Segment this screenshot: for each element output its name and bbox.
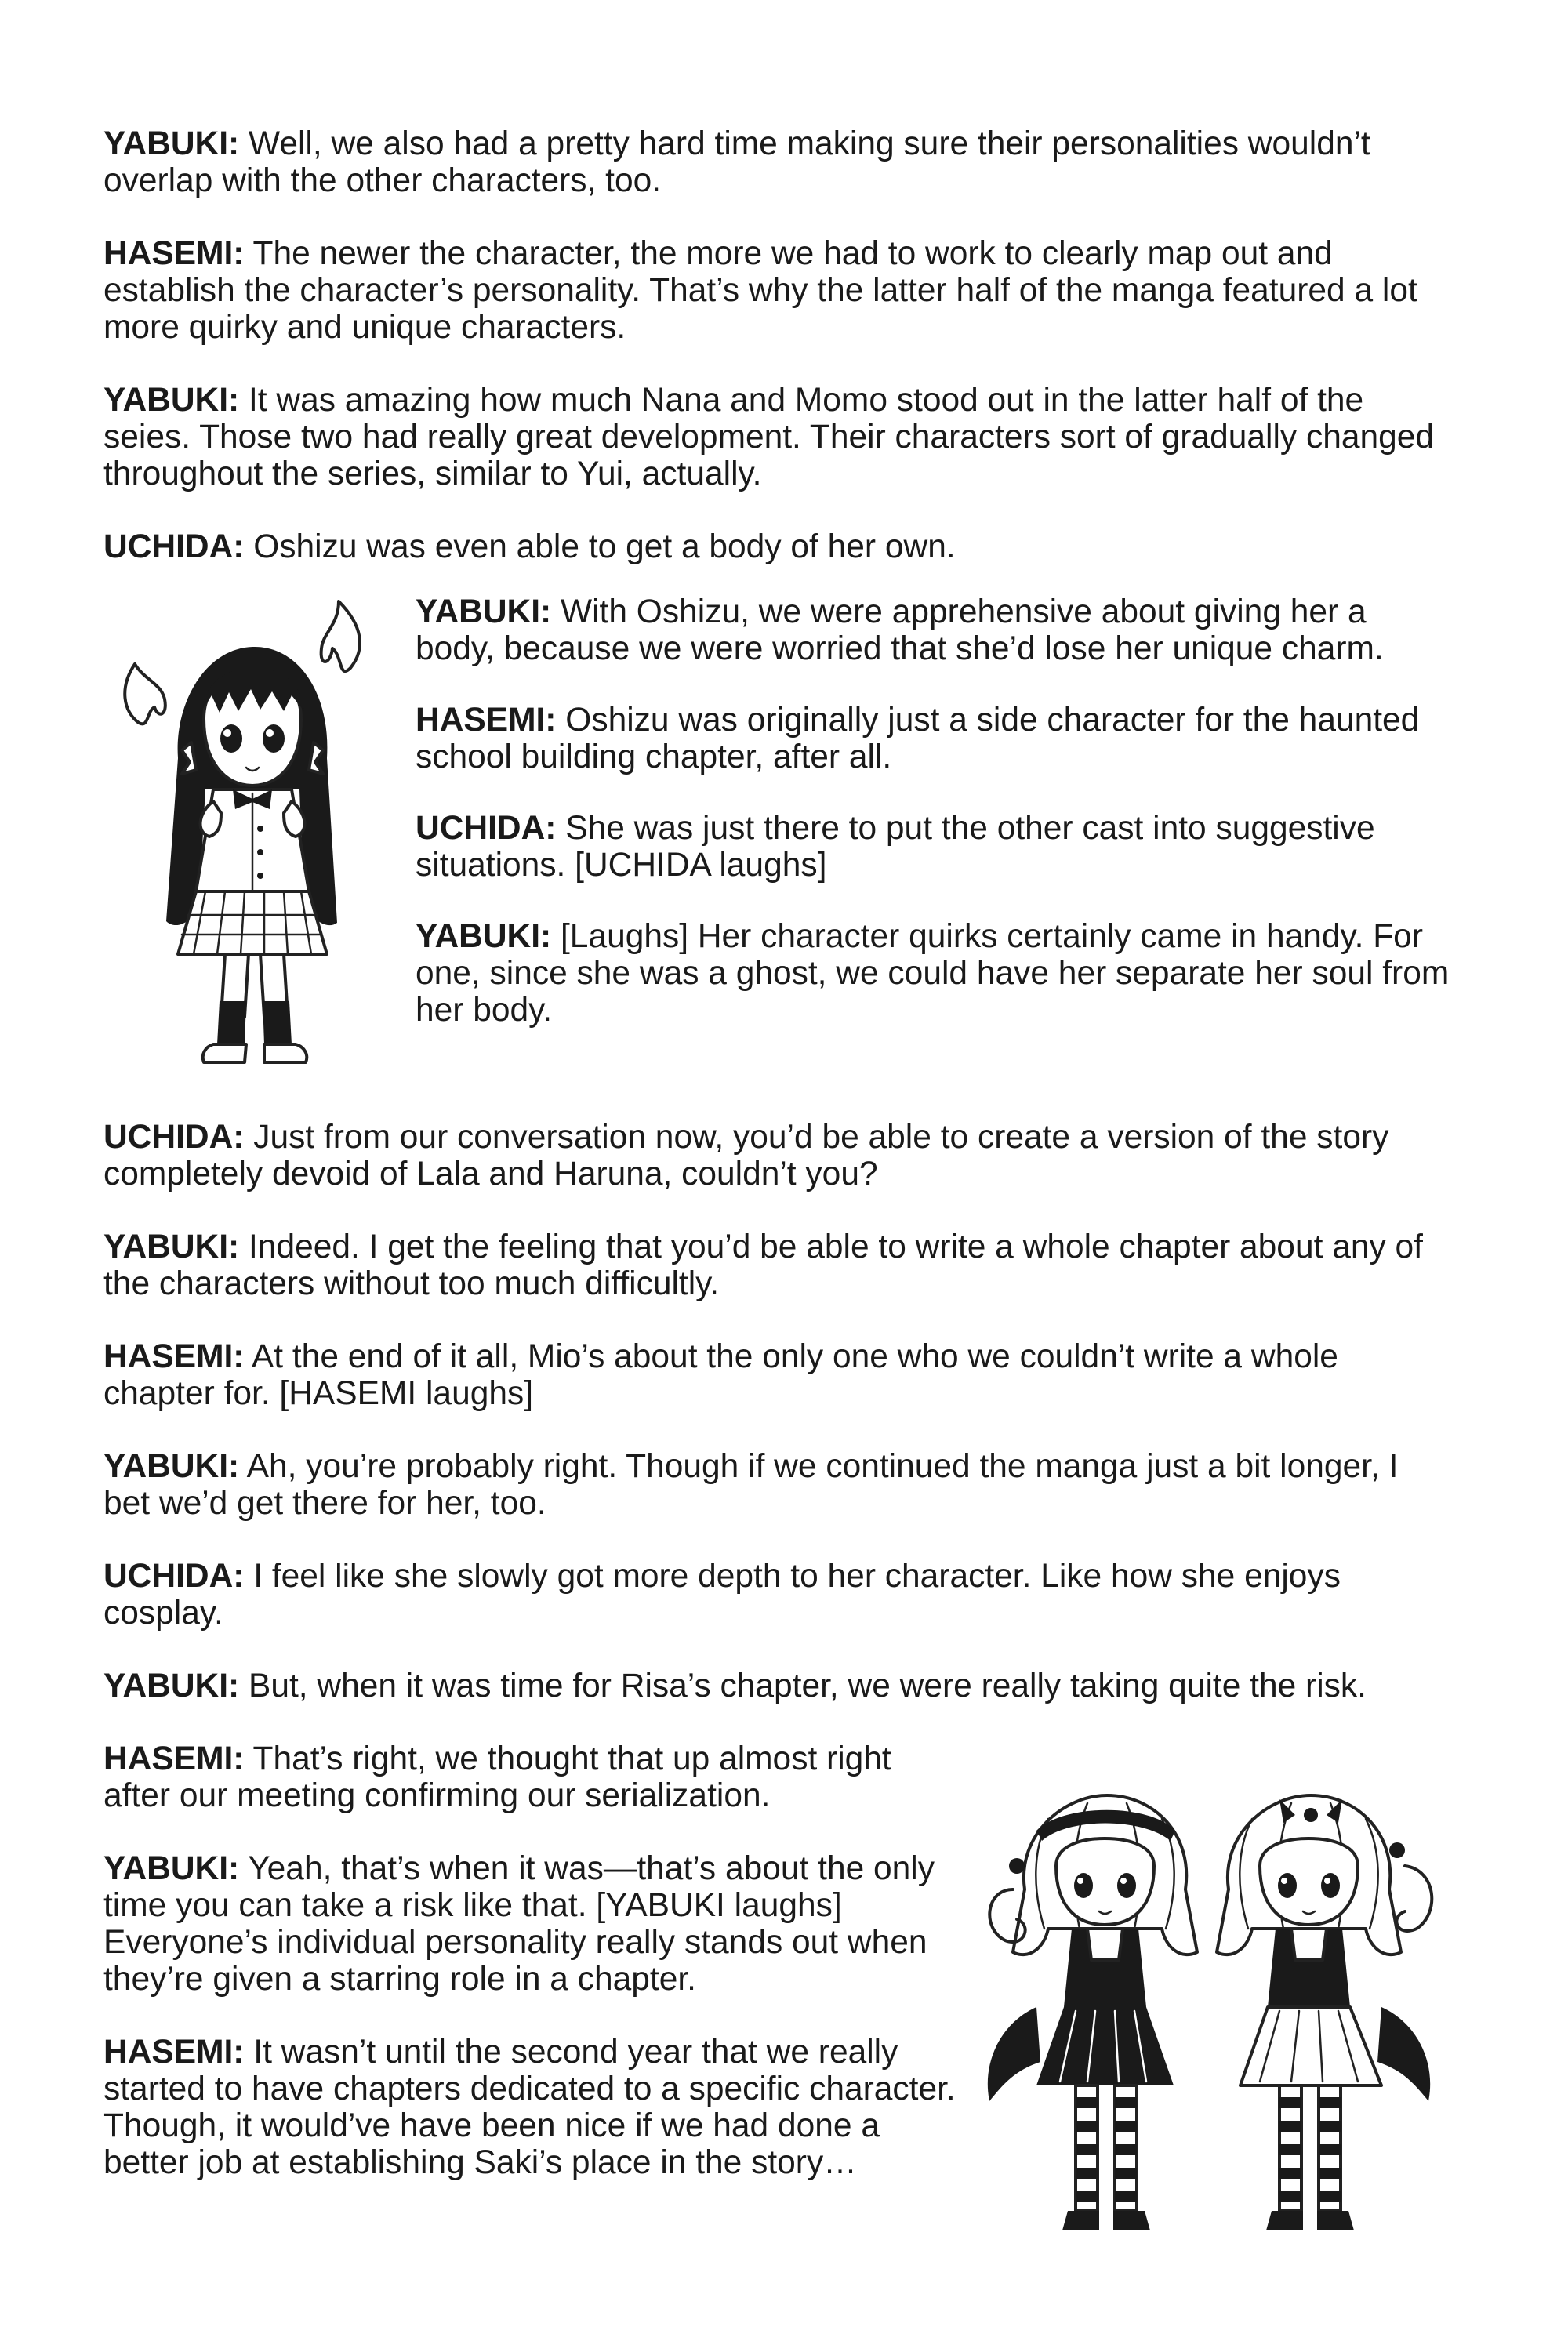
dialogue-text: Oshizu was originally just a side character for the haunted school building chapter, after all. [416,702,1420,775]
speaker-label: HASEMI: [103,1740,245,1777]
oshizu-dialogue [416,593,1450,1029]
dialogue-text: Well, we also had a pretty hard time making sure their personalities wouldn’t overlap with the other characters, too. [103,125,1370,199]
dialogue-paragraph [416,810,1450,884]
dialogue-text: But, when it was time for Risa’s chapter, we were really taking quite the risk. [239,1668,1367,1704]
dialogue-text: Indeed. I get the feeling that you’d be able to write a whole chapter about any of the characters without too much difficultly. [103,1229,1423,1302]
speaker-label: HASEMI: [103,2034,245,2071]
speaker-label: HASEMI: [103,1338,245,1375]
dialogue-paragraph [103,2034,966,2181]
speaker-label: YABUKI: [416,593,552,630]
dialogue-text: [Laughs] Her character quirks certainly came in handy. For one, since she was a ghost, we could have her separate her soul from her body. [416,918,1450,1029]
speaker-label: UCHIDA: [103,1558,245,1595]
dialogue-paragraph [103,1850,966,1998]
dialogue-paragraph [416,702,1450,775]
twin-right [1217,1795,1432,2230]
dialogue-text: Ah, you’re probably right. Though if we continued the manga just a bit longer, I bet we’d get there for her, too. [103,1448,1399,1522]
dialogue-text: With Oshizu, we were apprehensive about giving her a body, because we were worried that she’d lose her unique charm. [416,593,1384,667]
dialogue-text: At the end of it all, Mio’s about the only one who we couldn’t write a whole chapter for. [HASEMI laughs] [103,1338,1338,1412]
speaker-label: UCHIDA: [103,528,245,565]
speaker-label: YABUKI: [103,382,240,419]
dialogue-text: That’s right, we thought that up almost right after our meeting confirming our serialization. [103,1740,891,1814]
oshizu-section [103,593,1450,1087]
twin-left [988,1795,1197,2230]
speaker-label: YABUKI: [103,125,240,162]
speaker-label: HASEMI: [103,235,245,272]
dialogue-text: Oshizu was even able to get a body of her own. [244,528,956,565]
dialogue-paragraph [103,1740,966,1814]
speaker-label: HASEMI: [416,702,557,739]
dialogue-paragraph [103,125,1436,199]
dialogue-paragraph [103,1448,1436,1522]
nana-momo-twins-illustration [970,1772,1448,2250]
twins-section [103,1740,1436,2258]
dialogue-paragraph [103,235,1436,346]
dialogue-text: It wasn’t until the second year that we really started to have chapters dedicated to a specific character. Though, it would’ve have been nice if we had done a better job at establishing Saki’s place in the story… [103,2034,956,2181]
dialogue-text: It was amazing how much Nana and Momo stood out in the latter half of the seies. Those two had really great development. Their characters sort of gradually changed throughout the series, similar to Yui, actually. [103,382,1435,492]
dialogue-paragraph [103,528,1436,565]
dialogue-paragraph [416,918,1450,1029]
dialogue-paragraph [416,593,1450,667]
dialogue-text: Just from our conversation now, you’d be able to create a version of the story completely devoid of Lala and Haruna, couldn’t you? [103,1119,1389,1192]
oshizu-ghost-illustration [103,593,394,1072]
speaker-label: YABUKI: [103,1229,240,1265]
dialogue-text: I feel like she slowly got more depth to her character. Like how she enjoys cosplay. [103,1558,1341,1632]
speaker-label: UCHIDA: [416,810,557,847]
dialogue-text: The newer the character, the more we had to work to clearly map out and establish the character’s personality. That’s why the latter half of the manga featured a lot more quirky and unique characters. [103,235,1417,346]
dialogue-paragraph [103,1119,1436,1192]
middle-block [103,1119,1436,1704]
speaker-label: YABUKI: [416,918,552,955]
dialogue-text: Yeah, that’s when it was—that’s about the only time you can take a risk like that. [YABUKI laughs] Everyone’s individual personality really stands out when they’re given a starring role in a chapter. [103,1850,935,1998]
dialogue-paragraph [103,1229,1436,1302]
dialogue-paragraph [103,382,1436,492]
speaker-label: UCHIDA: [103,1119,245,1156]
interview-page [103,125,1450,2258]
speaker-label: YABUKI: [103,1448,240,1485]
twins-dialogue [103,1740,966,2217]
dialogue-paragraph [103,1558,1436,1632]
dialogue-paragraph [103,1668,1436,1704]
intro-block [103,125,1436,565]
dialogue-text: She was just there to put the other cast into suggestive situations. [UCHIDA laughs] [416,810,1375,884]
speaker-label: YABUKI: [103,1668,240,1704]
dialogue-paragraph [103,1338,1436,1412]
speaker-label: YABUKI: [103,1850,240,1887]
